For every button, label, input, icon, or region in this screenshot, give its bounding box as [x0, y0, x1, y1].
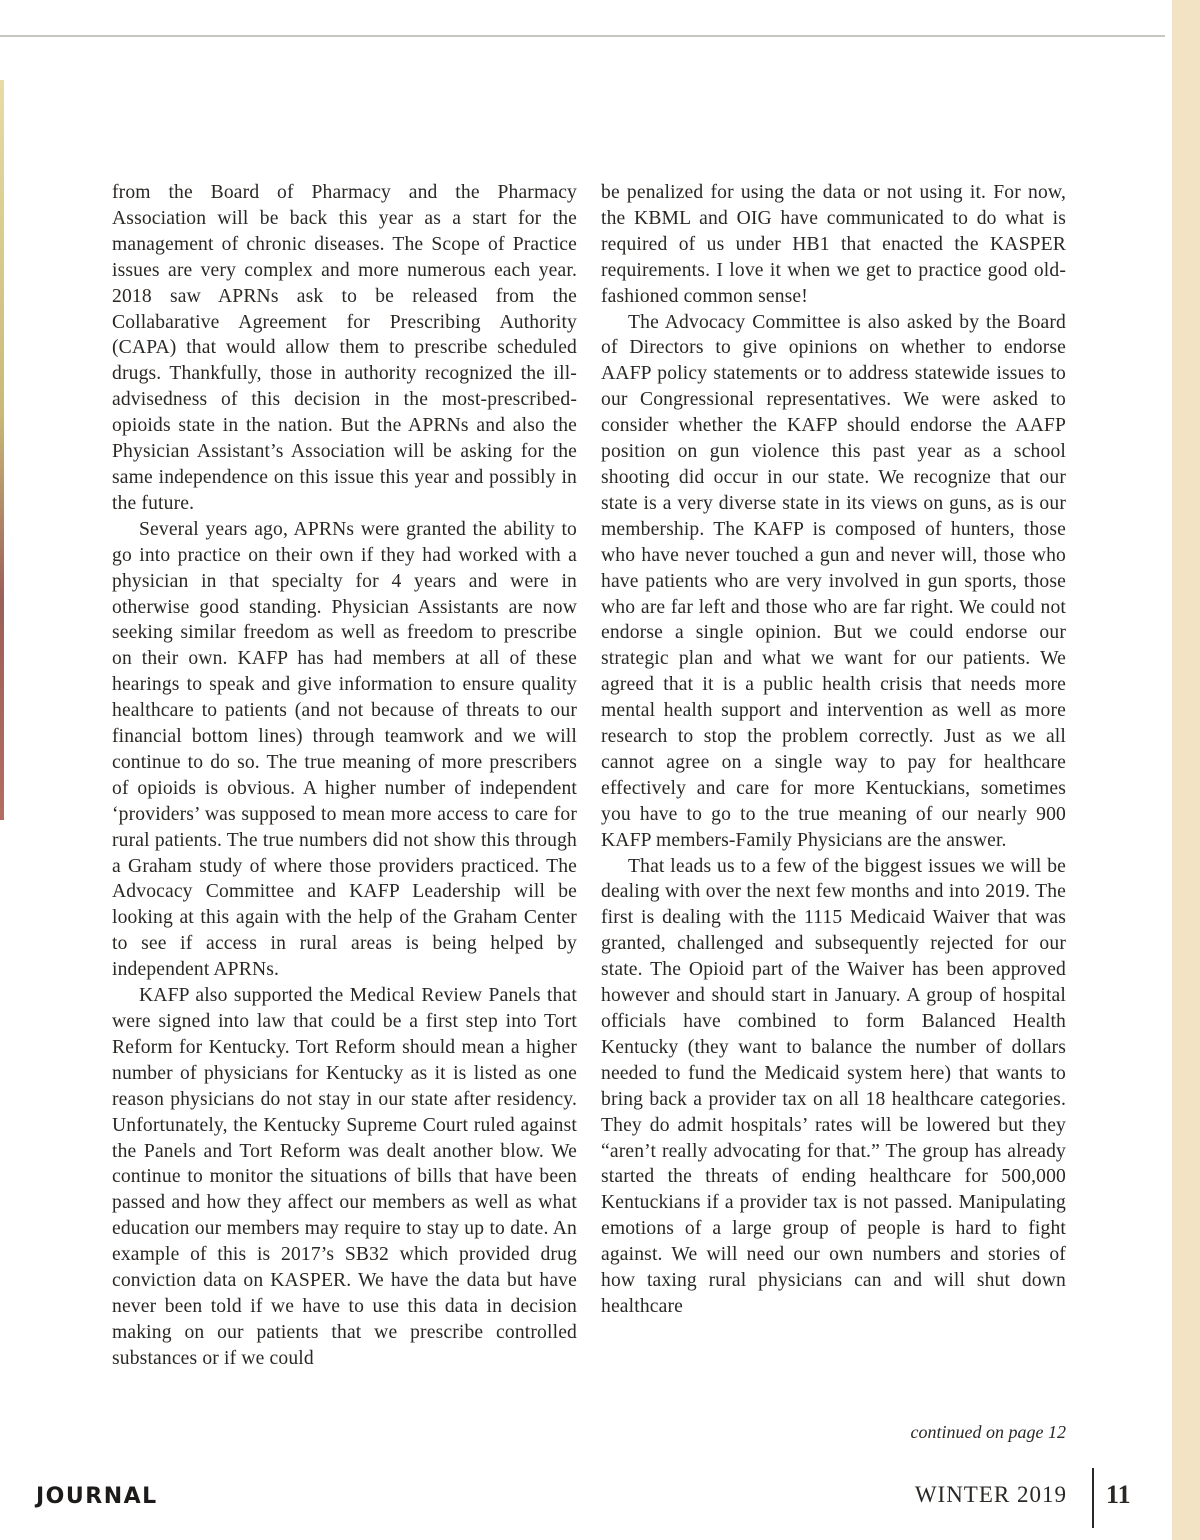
facing-page-edge — [0, 80, 4, 820]
page-edge-band — [1172, 0, 1200, 1540]
paragraph: The Advocacy Committee is also asked by the Board of Directors to give opinions on whether to endorse AAFP policy statements or to address statewide issues to our Congressional representatives. We were asked to consider whether the KAFP should endorse the AAFP position on gun violence this past year as a school shooting did occur in our state. We recognize that our state is a very diverse state in its views on guns, as is our membership. The KAFP is composed of hunters, those who have never touched a gun and never will, those who have patients who are very involved in gun sports, those who are far left and those who are far right. We could not endorse a single opinion. But we could endorse our strategic plan and what we want for our patients. We agreed that it is a public health crisis that needs more mental health support and intervention as well as more research to stop the problem correctly. Just as we all cannot agree on a single way to pay for healthcare effectively and care for more Kentuckians, sometimes you have to go to the true meaning of our nearly 900 KAFP members-Family Physicians are the answer. — [601, 311, 1066, 851]
paragraph: KAFP also supported the Medical Review Panels that were signed into law that could be a first step into Tort Reform for Kentucky. Tort Reform should mean a higher number of physicians for Kentucky as it is listed as one reason physicians do not stay in our state after residency. Unfortunately, the Kentucky Supreme Court ruled against the Panels and Tort Reform was dealt another blow. We continue to monitor the situations of bills that have been passed and how they affect our members as well as what education our members may require to stay up to date. An example of this is 2017’s SB32 which provided drug conviction data on KASPER. We have the data but have never been told if we have to use this data in decision making on our patients that we prescribe controlled substances or if we could — [112, 985, 577, 1369]
top-rule — [0, 35, 1165, 37]
issue-label: WINTER 2019 — [914, 1482, 1067, 1507]
page-number: 11 — [1106, 1480, 1131, 1509]
article-column-right — [601, 180, 1066, 1320]
paragraph: Several years ago, APRNs were granted the ability to go into practice on their own if they had worked with a physician in that specialty for 4 years and were in otherwise good standing. Physician Assistants are now seeking similar freedom as well as freedom to prescribe on their own. KAFP has had members at all of these hearings to speak and give information to ensure quality healthcare to patients (and not because of threats to our financial bottom lines) through teamwork and we will continue to do so. The true meaning of more prescribers of opioids is obvious. A higher number of independent ‘providers’ was supposed to mean more access to care for rural patients. The true numbers did not show this through a Graham study of where those providers practiced. The Advocacy Committee and KAFP Leadership will be looking at this again with the help of the Graham Center to see if access in rural areas is being helped by independent APRNs. — [112, 518, 577, 981]
paragraph: That leads us to a few of the biggest issues we will be dealing with over the next few months and into 2019. The first is dealing with the 1115 Medicaid Waiver that was granted, challenged and subsequently rejected for our state. The Opioid part of the Waiver has been approved however and should start in January. A group of hospital officials have combined to form Balanced Health Kentucky (they want to balance the number of dollars needed to fund the Medicaid system here) that wants to bring back a provider tax on all 18 healthcare categories. They do admit hospitals’ rates will be lowered but they “aren’t really advocating for that.” The group has already started the threats of ending healthcare for 500,000 Kentuckians if a provider tax is not passed. Manipulating emotions of a large group of people is hard to fight against. We will need our own numbers and stories of how taxing rural physicians can and will shut down healthcare — [601, 855, 1066, 1317]
journal-logo: JOURNAL — [36, 1484, 158, 1509]
paragraph: be penalized for using the data or not using it. For now, the KBML and OIG have communicated to do what is required of us under HB1 that enacted the KASPER requirements. I love it when we get to practice good old-fashioned common sense! — [601, 182, 1066, 307]
article-column-left — [112, 180, 577, 1372]
paragraph: from the Board of Pharmacy and the Pharmacy Association will be back this year as a start for the management of chronic diseases. The Scope of Practice issues are very complex and more numerous each year. 2018 saw APRNs ask to be released from the Collabarative Agreement for Prescribing Authority (CAPA) that would allow them to prescribe scheduled drugs. Thankfully, those in authority recognized the ill-advisedness of this decision in the most-prescribed-opioids state in the nation. But the APRNs and also the Physician Assistant’s Association will be asking for the same independence on this issue this year and possibly in the future. — [112, 182, 577, 514]
continued-note: continued on page 12 — [910, 1422, 1066, 1442]
footer-divider — [1092, 1468, 1094, 1528]
